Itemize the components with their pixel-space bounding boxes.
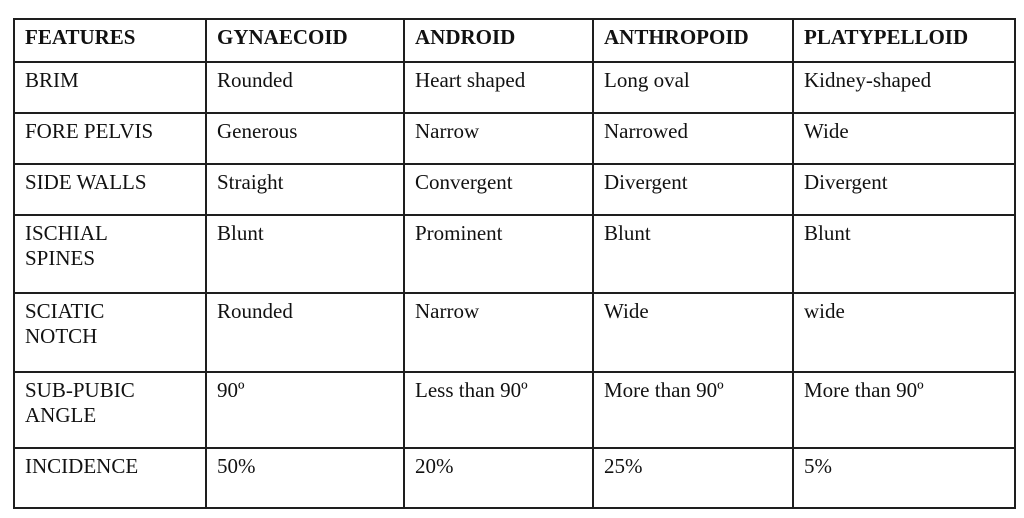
value-cell: 5% [793, 448, 1015, 508]
feature-cell: BRIM [14, 62, 206, 113]
value-cell: Less than 90º [404, 372, 593, 448]
feature-cell: SUB-PUBIC ANGLE [14, 372, 206, 448]
value-cell: Straight [206, 164, 404, 215]
header-row [14, 19, 1015, 62]
feature-cell: SIDE WALLS [14, 164, 206, 215]
header-cell-gynaecoid: GYNAECOID [206, 19, 404, 62]
pelvis-comparison-table [13, 18, 1016, 509]
feature-cell: ISCHIAL SPINES [14, 215, 206, 293]
value-cell: 20% [404, 448, 593, 508]
table-row-incidence [14, 448, 1015, 508]
value-cell: 50% [206, 448, 404, 508]
value-cell: Generous [206, 113, 404, 164]
value-cell: Rounded [206, 293, 404, 372]
feature-cell: SCIATIC NOTCH [14, 293, 206, 372]
value-cell: Wide [793, 113, 1015, 164]
value-cell: Divergent [593, 164, 793, 215]
table-row-side-walls [14, 164, 1015, 215]
value-cell: Blunt [593, 215, 793, 293]
value-cell: Convergent [404, 164, 593, 215]
value-cell: Divergent [793, 164, 1015, 215]
table-row-sciatic-notch [14, 293, 1015, 372]
value-cell: Blunt [206, 215, 404, 293]
header-cell-platypelloid: PLATYPELLOID [793, 19, 1015, 62]
header-cell-android: ANDROID [404, 19, 593, 62]
value-cell: More than 90º [593, 372, 793, 448]
header-cell-anthropoid: ANTHROPOID [593, 19, 793, 62]
value-cell: Kidney-shaped [793, 62, 1015, 113]
value-cell: Narrow [404, 113, 593, 164]
value-cell: Long oval [593, 62, 793, 113]
value-cell: Wide [593, 293, 793, 372]
value-cell: More than 90º [793, 372, 1015, 448]
feature-cell: INCIDENCE [14, 448, 206, 508]
value-cell: 25% [593, 448, 793, 508]
value-cell: Rounded [206, 62, 404, 113]
table-row-ischial-spines [14, 215, 1015, 293]
value-cell: Heart shaped [404, 62, 593, 113]
feature-cell: FORE PELVIS [14, 113, 206, 164]
value-cell: Narrowed [593, 113, 793, 164]
value-cell: 90º [206, 372, 404, 448]
table-row-brim [14, 62, 1015, 113]
table-row-fore-pelvis [14, 113, 1015, 164]
header-cell-features: FEATURES [14, 19, 206, 62]
value-cell: wide [793, 293, 1015, 372]
value-cell: Prominent [404, 215, 593, 293]
value-cell: Blunt [793, 215, 1015, 293]
table-row-sub-pubic-angle [14, 372, 1015, 448]
value-cell: Narrow [404, 293, 593, 372]
